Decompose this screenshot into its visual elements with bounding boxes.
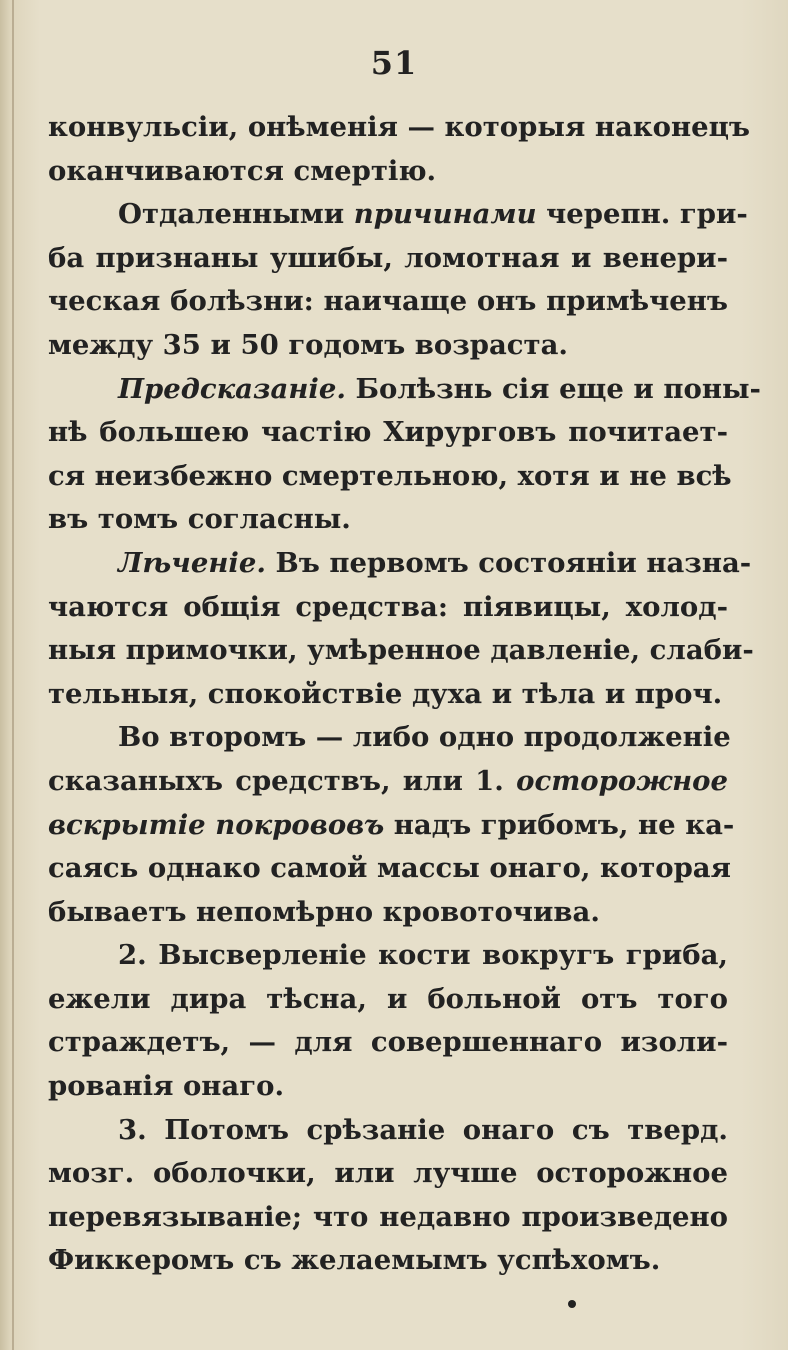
- paragraph: [48, 106, 751, 193]
- italic-run: Лѣченіе.: [118, 546, 266, 579]
- text-line: нѣ большею частію Хирурговъ почитает-: [48, 416, 728, 449]
- text-run: Отдаленными: [118, 198, 354, 231]
- text-line: ба признаны ушибы, ломотная и венери-: [48, 241, 728, 274]
- page-number: 51: [370, 44, 418, 82]
- italic-run: осторожное: [516, 764, 728, 797]
- text-line: Фиккеромъ съ желаемымъ успѣхомъ.: [48, 1244, 661, 1277]
- text-line: въ томъ согласны.: [48, 503, 351, 536]
- text-run: надъ грибомъ, не ка-: [384, 808, 735, 841]
- italic-run: причинами: [353, 198, 537, 231]
- text-line: чаются общія средства: піявицы, холод-: [48, 590, 728, 623]
- text-run: черепн. гри-: [536, 198, 748, 231]
- text-run: Въ первомъ состояніи назна-: [265, 546, 752, 579]
- text-line: [48, 193, 748, 237]
- text-line: бываетъ непомѣрно кровоточива.: [48, 895, 600, 928]
- text-line: мозг. оболочки, или лучше осторожное: [48, 1157, 728, 1190]
- text-line: 2. Высверленіе кости вокругъ гриба,: [118, 939, 728, 972]
- paragraph: [48, 934, 728, 1108]
- text-line: рованія онаго.: [48, 1070, 285, 1103]
- text-line: ежели дира тѣсна, и больной отъ того: [48, 982, 728, 1015]
- paragraph: [48, 542, 754, 716]
- ink-dot: [568, 1300, 576, 1308]
- text-line: между 35 и 50 годомъ возраста.: [48, 328, 568, 361]
- text-line: [48, 804, 735, 848]
- text-line: [48, 368, 761, 412]
- text-line: перевязываніе; что недавно произведено: [48, 1200, 728, 1233]
- paragraph: [48, 1109, 728, 1283]
- text-run: сказаныхъ средствъ, или 1.: [48, 764, 517, 797]
- text-run: Болѣзнь сія еще и поны-: [345, 372, 761, 405]
- text-line: тельныя, спокойствіе духа и тѣла и проч.: [48, 677, 723, 710]
- text-line: ся неизбежно смертельною, хотя и не всѣ: [48, 459, 732, 492]
- text-line: ческая болѣзни: наичаще онъ примѣченъ: [48, 285, 728, 318]
- page-text: [48, 106, 761, 1283]
- text-line: оканчиваются смертію.: [48, 154, 437, 187]
- page-gutter: [12, 0, 14, 1350]
- text-line: [48, 760, 728, 804]
- text-line: ныя примочки, умѣренное давленіе, слаби-: [48, 634, 754, 667]
- paragraph: [48, 193, 748, 367]
- text-line: страждетъ, — для совершеннаго изоли-: [48, 1026, 728, 1059]
- text-line: Во второмъ — либо одно продолженіе: [118, 721, 731, 754]
- text-line: 3. Потомъ срѣзаніе онаго съ тверд.: [118, 1113, 728, 1146]
- text-line: [48, 542, 752, 586]
- text-line: конвульсіи, онѣменія — которыя наконецъ: [48, 111, 751, 143]
- italic-run: вскрытіе покрововъ: [48, 808, 385, 841]
- paragraph: [48, 716, 735, 934]
- italic-run: Предсказаніе.: [118, 372, 346, 405]
- paragraph: [48, 368, 761, 542]
- text-line: саясь однако самой массы онаго, которая: [48, 852, 731, 885]
